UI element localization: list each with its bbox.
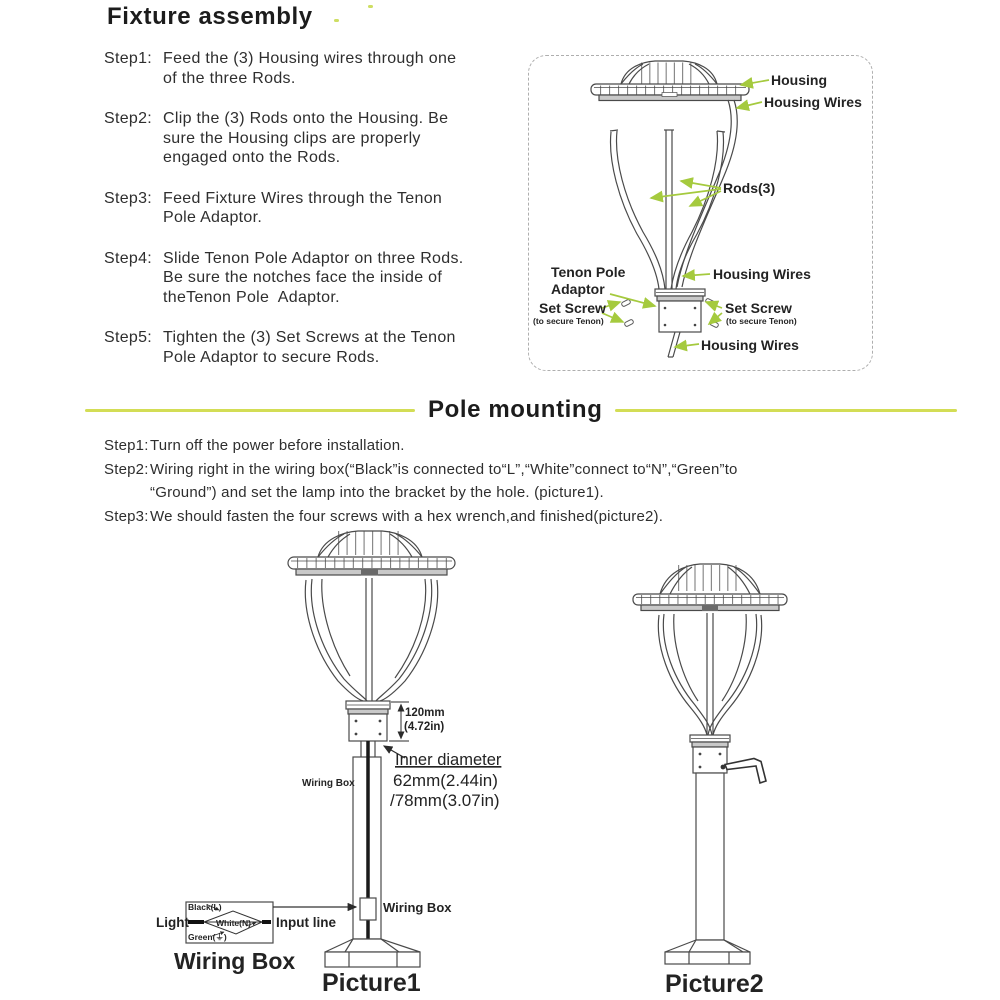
inner-diameter-value2: /78mm(3.07in) (390, 791, 500, 810)
pole-step-3 (104, 505, 984, 529)
step-label: Step3: (104, 507, 149, 525)
divider-line-left (85, 409, 415, 412)
fixture-assembly-diagram (528, 55, 873, 371)
step-label: Step4: (104, 249, 153, 267)
housing-drawing (591, 61, 749, 101)
wire-white-label: White(N) (216, 918, 251, 928)
picture1-caption: Picture1 (322, 969, 421, 997)
label-set-screw-left: Set Screw (539, 300, 606, 316)
fixture-step-5 (104, 328, 534, 367)
fixture-assembly-steps (104, 49, 534, 388)
print-speck (368, 5, 373, 8)
wiring-box-pointer-label: Wiring Box (383, 900, 452, 915)
step-text: Turn off the power before installation. (150, 437, 405, 454)
label-housing-wires-bottom: Housing Wires (701, 337, 799, 353)
label-set-screw-left-sub: (to secure Tenon) (533, 316, 604, 326)
step-label: Step1: (104, 50, 153, 67)
label-housing-wires-mid: Housing Wires (713, 266, 811, 282)
fixture-step-3 (104, 189, 534, 228)
inner-diameter-value1: 62mm(2.44in) (393, 771, 498, 790)
step-text: Feed Fixture Wires through the Tenon Pole Adaptor. (163, 189, 443, 226)
label-adaptor: Adaptor (551, 281, 605, 297)
light-label: Light (156, 915, 189, 930)
label-set-screw-right-sub: (to secure Tenon) (726, 316, 797, 326)
step-text: Wiring right in the wiring box(“Black”is connected to“L”,“White”connect to“N”,“Green”to “Ground”) and set the lamp into the bracket by the hole. (picture1). (150, 460, 738, 501)
pole-mounting-header (85, 396, 957, 424)
pole-step-1 (104, 434, 984, 458)
picture1-drawing (100, 528, 540, 1000)
arrow-housing-wires-top (737, 102, 762, 108)
input-line-label: Input line (276, 915, 336, 930)
fixture-step-1 (104, 49, 534, 88)
dim-120mm: 120mm (405, 707, 445, 719)
pole-wiring-box (360, 898, 376, 920)
label-rods: Rods(3) (723, 180, 776, 196)
label-set-screw-right: Set Screw (725, 300, 792, 316)
wiring-box-detail (156, 902, 336, 943)
dim-472in: (4.72in) (404, 721, 445, 733)
fixture-step-4 (104, 249, 534, 308)
label-housing-wires-top: Housing Wires (764, 94, 862, 110)
step-text: Feed the (3) Housing wires through one of the three Rods. (163, 50, 457, 87)
picture2-caption: Picture2 (665, 970, 764, 998)
divider-line-right (615, 409, 957, 412)
step-text: Clip the (3) Rods onto the Housing. Be sure the Housing clips are properly engaged onto the Rods. (163, 110, 449, 166)
step-label: Step1: (104, 437, 149, 454)
wiring-box-caption: Wiring Box (174, 948, 296, 974)
arrow-housing-wires-mid (683, 274, 710, 276)
wire-black-label: Black(L) (188, 902, 222, 912)
fixture-head-drawing (288, 531, 455, 701)
wire-green-label: Green(⏚) (188, 932, 227, 942)
step-label: Step2: (104, 110, 153, 127)
pole-wiring-box-label: Wiring Box (302, 778, 355, 789)
pole-mounting-title: Pole mounting (428, 396, 603, 423)
arrow-housing-wires-bottom (675, 344, 699, 347)
pole-step-2 (104, 458, 984, 505)
step-text: Slide Tenon Pole Adaptor on three Rods. Be sure the notches face the inside of theTenon Pole Adaptor. (163, 249, 464, 306)
fixture-step-2 (104, 109, 534, 168)
print-speck (334, 19, 339, 22)
fixture-assembly-title: Fixture assembly (107, 3, 313, 30)
inner-diameter-title: Inner diameter (395, 751, 502, 769)
pole-mounting-steps (104, 434, 984, 528)
label-tenon-pole: Tenon Pole (551, 264, 626, 280)
label-housing: Housing (771, 72, 827, 88)
arrow-tenon-adaptor (610, 294, 655, 306)
picture2-drawing (590, 555, 880, 1000)
step-label: Step2: (104, 460, 149, 478)
step-label: Step5: (104, 329, 153, 346)
fixture-head-drawing (633, 564, 787, 735)
tenon-and-pole-drawing (665, 735, 750, 964)
step-text: We should fasten the four screws with a hex wrench,and finished(picture2). (150, 507, 664, 525)
step-label: Step3: (104, 189, 153, 207)
fixture-exploded-drawing (529, 56, 871, 369)
arrow-housing (741, 80, 769, 85)
step-text: Tighten the (3) Set Screws at the Tenon Pole Adaptor to secure Rods. (163, 329, 456, 366)
